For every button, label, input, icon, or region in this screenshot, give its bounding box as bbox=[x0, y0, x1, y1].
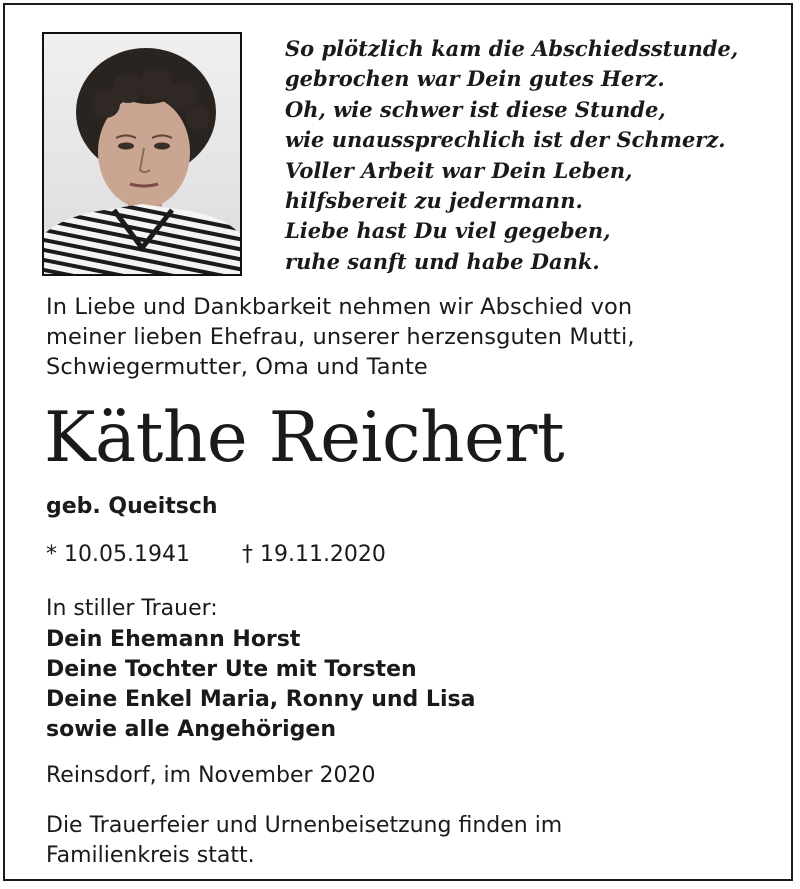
funeral-notice bbox=[46, 811, 562, 871]
poem-line: Voller Arbeit war Dein Leben, bbox=[285, 157, 633, 183]
mourner-line: Dein Ehemann Horst bbox=[46, 627, 301, 652]
notice-line: Die Trauerfeier und Urnenbeisetzung finden im bbox=[46, 813, 563, 838]
portrait-photo bbox=[42, 32, 242, 276]
deceased-name: Käthe Reichert bbox=[44, 398, 565, 478]
mourners-list bbox=[46, 625, 475, 745]
life-dates bbox=[46, 540, 386, 570]
birth-date: * 10.05.1941 bbox=[46, 542, 190, 567]
notice-line: Familienkreis statt. bbox=[46, 843, 255, 868]
memorial-poem bbox=[285, 34, 738, 277]
poem-line: hilfsbereit zu jedermann. bbox=[285, 188, 583, 214]
mourner-line: Deine Enkel Maria, Ronny und Lisa bbox=[46, 687, 476, 712]
poem-line: ruhe sanft und habe Dank. bbox=[285, 248, 600, 274]
intro-line: meiner lieben Ehefrau, unserer herzensguten Mutti, bbox=[46, 324, 635, 350]
portrait-illustration bbox=[44, 34, 240, 274]
intro-line: Schwiegermutter, Oma und Tante bbox=[46, 354, 428, 380]
intro-line: In Liebe und Dankbarkeit nehmen wir Abschied von bbox=[46, 294, 633, 320]
poem-line: Oh, wie schwer ist diese Stunde, bbox=[285, 96, 666, 122]
intro-text bbox=[46, 292, 635, 382]
mourner-line: Deine Tochter Ute mit Torsten bbox=[46, 657, 417, 682]
death-date: † 19.11.2020 bbox=[241, 542, 386, 567]
place-and-date: Reinsdorf, im November 2020 bbox=[46, 763, 376, 788]
maiden-name: geb. Queitsch bbox=[46, 494, 218, 519]
mourner-line: sowie alle Angehörigen bbox=[46, 717, 337, 742]
mourners-label: In stiller Trauer: bbox=[46, 596, 218, 621]
poem-line: wie unaussprechlich ist der Schmerz. bbox=[285, 127, 726, 153]
poem-line: Liebe hast Du viel gegeben, bbox=[285, 218, 611, 244]
poem-line: So plötzlich kam die Abschiedsstunde, bbox=[285, 36, 739, 61]
poem-line: gebrochen war Dein gutes Herz. bbox=[285, 66, 665, 92]
